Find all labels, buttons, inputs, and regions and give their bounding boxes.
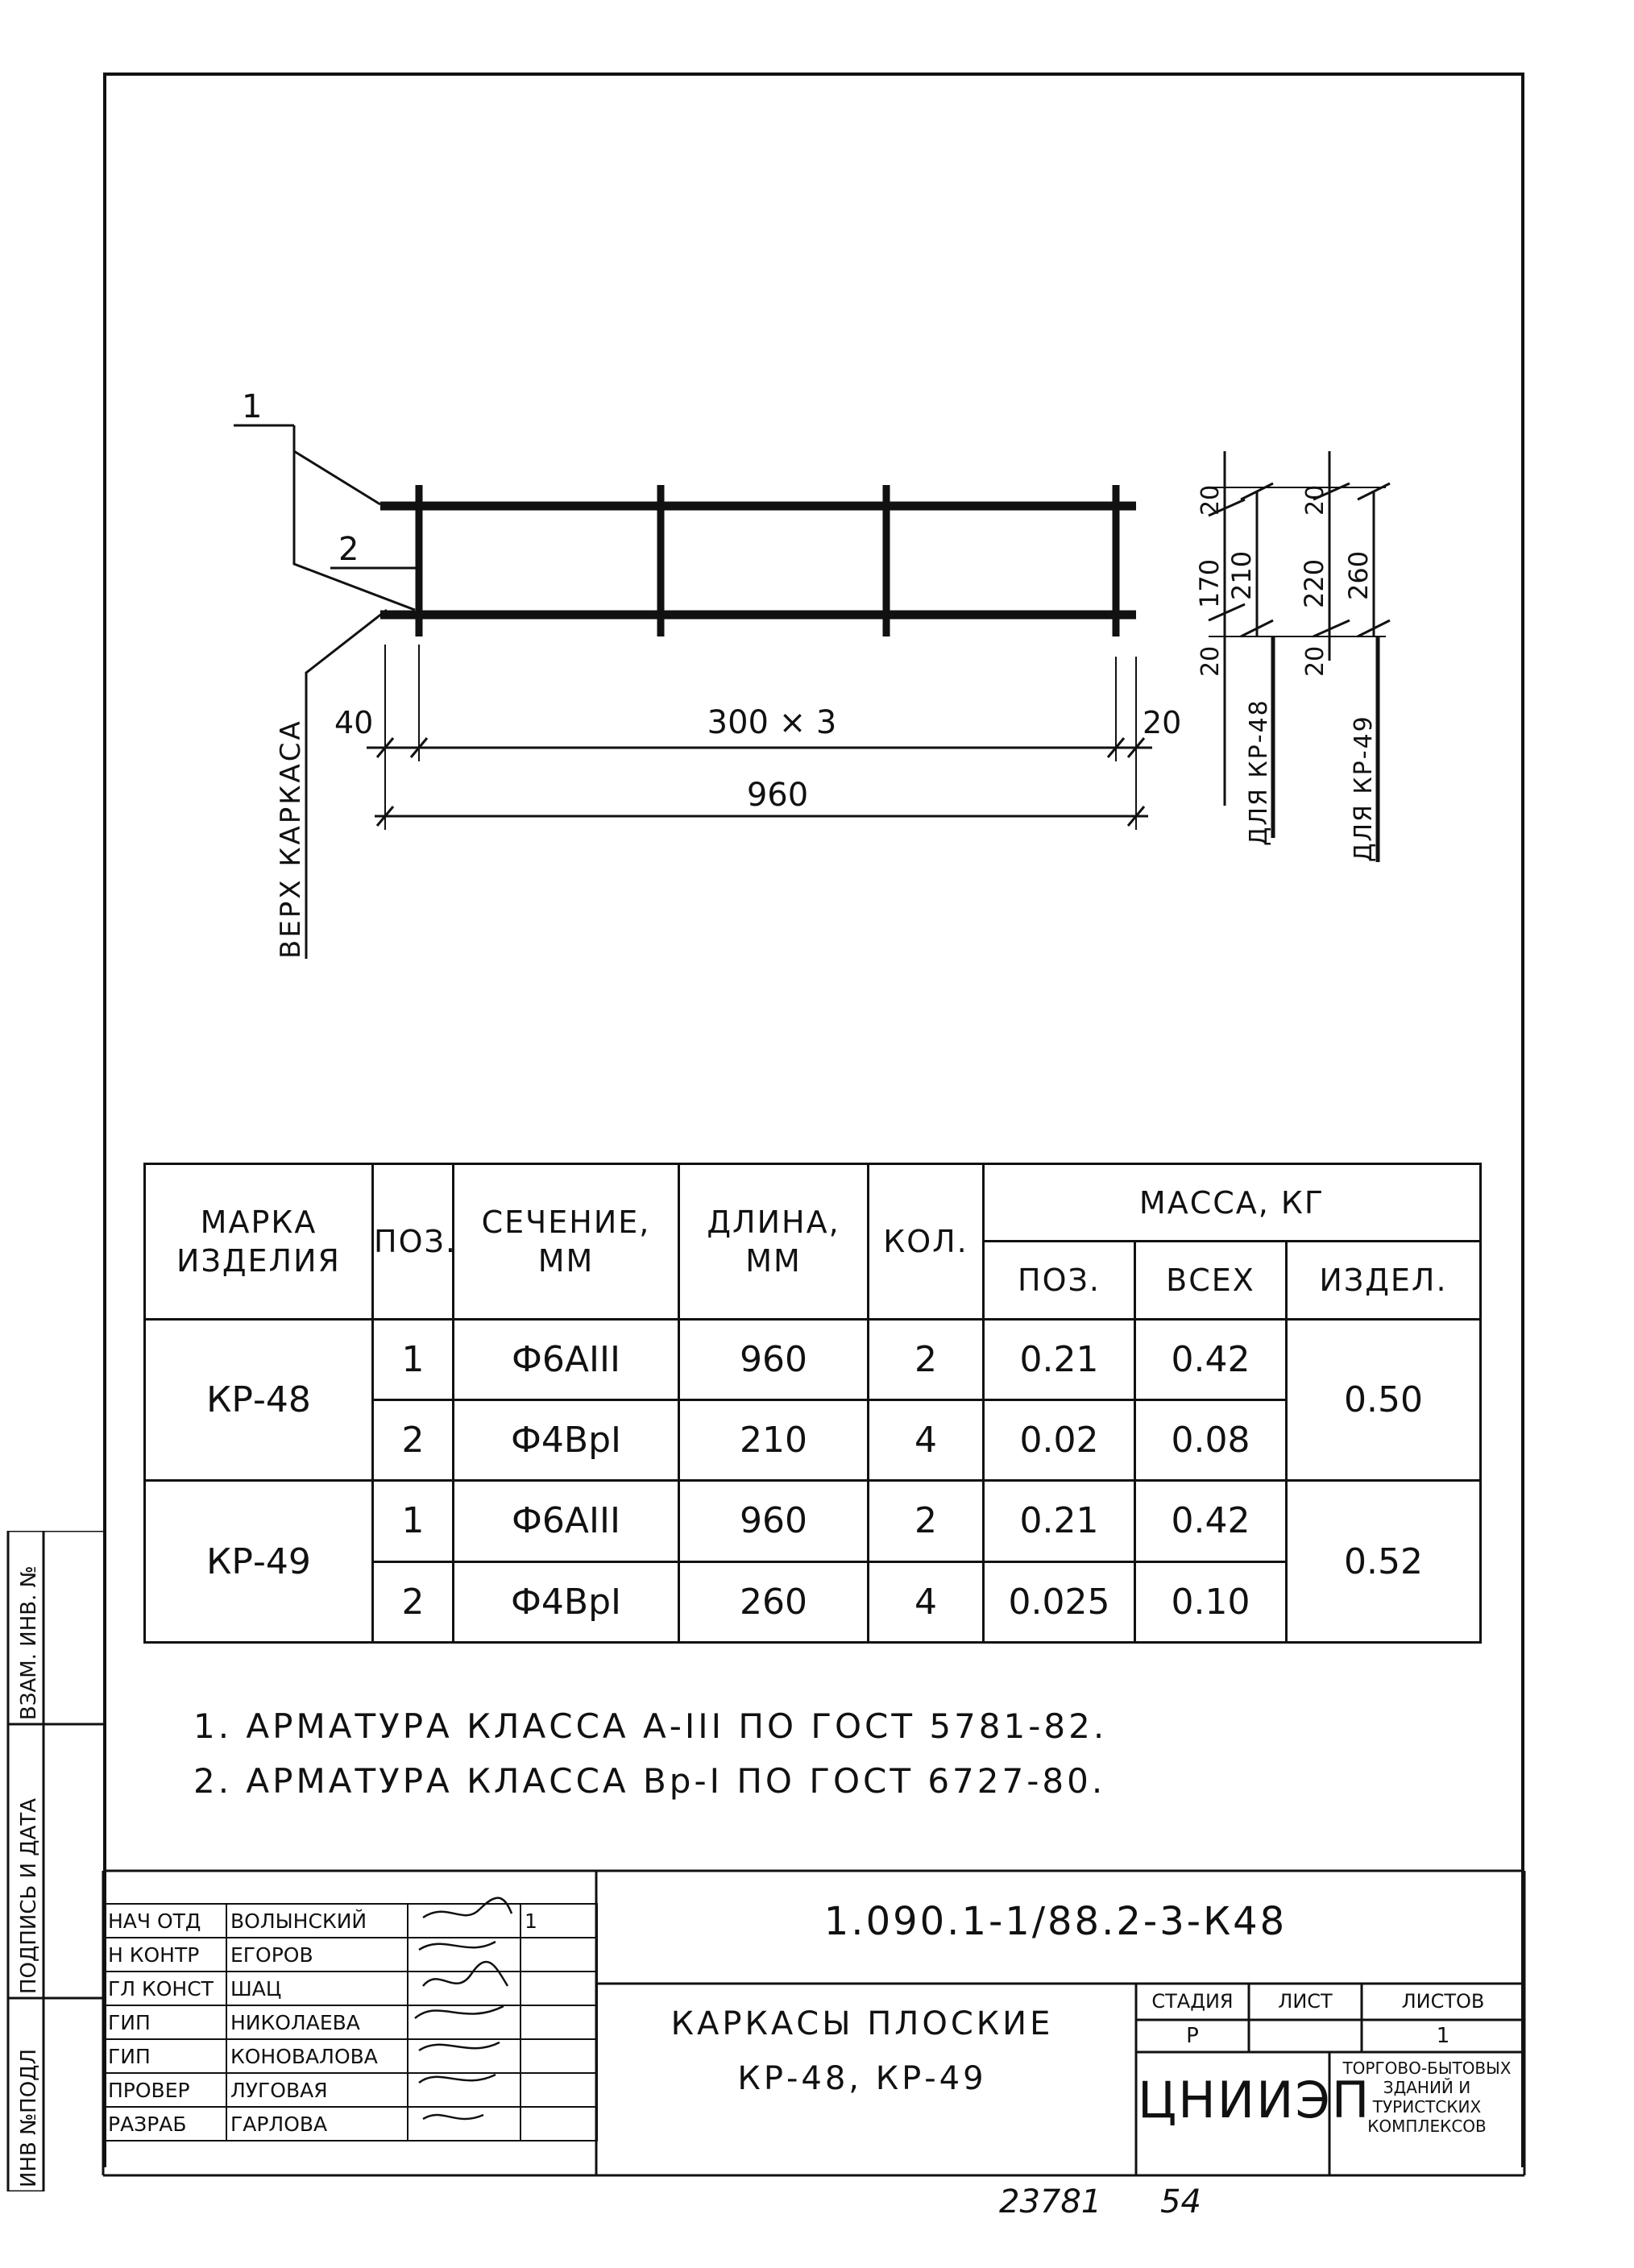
sheets-value: 1 <box>1436 2024 1450 2048</box>
pos-cell: 1 <box>373 1481 454 1561</box>
mark-cell: КР-48 <box>145 1319 373 1481</box>
header-qty: КОЛ. <box>869 1164 984 1320</box>
date-cell <box>520 1972 597 2005</box>
dim-left: 40 <box>334 705 374 740</box>
qty-cell: 4 <box>869 1561 984 1642</box>
side-strip <box>0 1531 103 2191</box>
sheet-serial: 54 <box>1160 2183 1201 2220</box>
date-cell <box>520 2005 597 2039</box>
document-title-line2: КР-48, КР-49 <box>737 2060 987 2097</box>
item-mass-cell: 0.52 <box>1287 1481 1481 1643</box>
top-of-frame-label: ВЕРХ КАРКАСА <box>275 719 307 959</box>
signer-name: ЕГОРОВ <box>226 1938 408 1972</box>
signer-role: РАЗРАБ <box>104 2107 226 2141</box>
item-mass-cell: 0.50 <box>1287 1319 1481 1481</box>
section-cell: Ф6АIII <box>454 1319 679 1399</box>
dim-spacing: 300 × 3 <box>707 704 837 741</box>
header-length: ДЛИНА, ММ <box>679 1164 869 1320</box>
document-code: 1.090.1-1/88.2-3-К48 <box>823 1899 1288 1944</box>
note-2: 2. АРМАТУРА КЛАССА Вр-I ПО ГОСТ 6727-80. <box>193 1761 1106 1801</box>
header-pos: ПОЗ. <box>373 1164 454 1320</box>
dim-right: 20 <box>1143 705 1182 740</box>
signer-role: ГЛ КОНСТ <box>104 1972 226 2005</box>
pos-cell: 1 <box>373 1319 454 1399</box>
organization-logo: ЦНИИЭП <box>1138 2071 1371 2129</box>
sheets-label: ЛИСТОВ <box>1401 1990 1485 2013</box>
length-cell: 260 <box>679 1561 869 1642</box>
date-cell <box>520 2039 597 2073</box>
header-mark: МАРКА ИЗДЕЛИЯ <box>145 1164 373 1320</box>
kr49-label: ДЛЯ КР-49 <box>1350 715 1378 862</box>
archive-number: 23781 <box>999 2183 1102 2220</box>
date-cell <box>520 2107 597 2141</box>
header-mass: МАССА, КГ <box>984 1164 1481 1242</box>
signer-role: ГИП <box>104 2005 226 2039</box>
signer-name: ВОЛЫНСКИЙ <box>226 1904 408 1938</box>
signer-role: ГИП <box>104 2039 226 2073</box>
signer-name: ГАРЛОВА <box>226 2107 408 2141</box>
mass-pos-cell: 0.21 <box>984 1481 1135 1561</box>
mark-cell: КР-49 <box>145 1481 373 1643</box>
kr48-dim-top: 20 <box>1196 484 1225 516</box>
stage-label: СТАДИЯ <box>1151 1990 1234 2013</box>
pos2-label: 2 <box>338 531 359 568</box>
section-cell: Ф4ВрI <box>454 1399 679 1480</box>
length-cell: 960 <box>679 1481 869 1561</box>
header-mass-pos: ПОЗ. <box>984 1242 1135 1319</box>
signer-role: ПРОВЕР <box>104 2073 226 2107</box>
section-cell: Ф4ВрI <box>454 1561 679 1642</box>
mass-pos-cell: 0.21 <box>984 1319 1135 1399</box>
kr49-dim-bottom: 20 <box>1301 645 1329 677</box>
kr49-dim-top: 20 <box>1301 484 1329 516</box>
dim-total: 960 <box>746 777 809 814</box>
date-cell <box>520 1938 597 1972</box>
mass-pos-cell: 0.025 <box>984 1561 1135 1642</box>
header-section: СЕЧЕНИЕ, ММ <box>454 1164 679 1320</box>
section-cell: Ф6АIII <box>454 1481 679 1561</box>
side-label-inv: ИНВ №ПОДЛ <box>17 2048 41 2187</box>
signer-name: НИКОЛАЕВА <box>226 2005 408 2039</box>
document-title-line1: КАРКАСЫ ПЛОСКИЕ <box>670 2005 1054 2042</box>
signer-name: ШАЦ <box>226 1972 408 2005</box>
signer-role: Н КОНТР <box>104 1938 226 1972</box>
sheet-label: ЛИСТ <box>1278 1990 1333 2013</box>
kr48-dim-bottom: 20 <box>1196 645 1225 677</box>
mass-all-cell: 0.42 <box>1135 1319 1287 1399</box>
change-mark: 1 <box>520 1904 597 1938</box>
side-label-sign: ПОДПИСЬ И ДАТА <box>17 1797 41 1994</box>
kr49-dim-mid: 220 <box>1299 558 1329 608</box>
signer-role: НАЧ ОТД <box>104 1904 226 1938</box>
qty-cell: 2 <box>869 1481 984 1561</box>
header-mass-item: ИЗДЕЛ. <box>1287 1242 1481 1319</box>
kr48-dim-mid: 170 <box>1194 558 1225 608</box>
pos-cell: 2 <box>373 1561 454 1642</box>
pos1-label: 1 <box>242 388 263 425</box>
header-mass-all: ВСЕХ <box>1135 1242 1287 1319</box>
kr48-dim-total: 210 <box>1226 550 1257 600</box>
signer-name: КОНОВАЛОВА <box>226 2039 408 2073</box>
mass-pos-cell: 0.02 <box>984 1399 1135 1480</box>
kr49-dim-total: 260 <box>1343 550 1374 600</box>
note-1: 1. АРМАТУРА КЛАССА А-III ПО ГОСТ 5781-82. <box>193 1706 1108 1746</box>
signer-name: ЛУГОВАЯ <box>226 2073 408 2107</box>
date-cell <box>520 2073 597 2107</box>
sheet-value <box>1249 2020 1362 2052</box>
length-cell: 960 <box>679 1319 869 1399</box>
kr48-label: ДЛЯ КР-48 <box>1245 699 1273 846</box>
qty-cell: 2 <box>869 1319 984 1399</box>
signature-scribbles <box>407 1885 528 2183</box>
stage-value: Р <box>1186 2024 1199 2048</box>
length-cell: 210 <box>679 1399 869 1480</box>
organization-subtitle: ТОРГОВО-БЫТОВЫХ ЗДАНИЙ И ТУРИСТСКИХ КОМПЛЕКСОВ <box>1342 2059 1512 2136</box>
mass-all-cell: 0.10 <box>1135 1561 1287 1642</box>
mass-all-cell: 0.42 <box>1135 1481 1287 1561</box>
side-label-replace: ВЗАМ. ИНВ. № <box>17 1565 41 1720</box>
mass-all-cell: 0.08 <box>1135 1399 1287 1480</box>
qty-cell: 4 <box>869 1399 984 1480</box>
pos-cell: 2 <box>373 1399 454 1480</box>
